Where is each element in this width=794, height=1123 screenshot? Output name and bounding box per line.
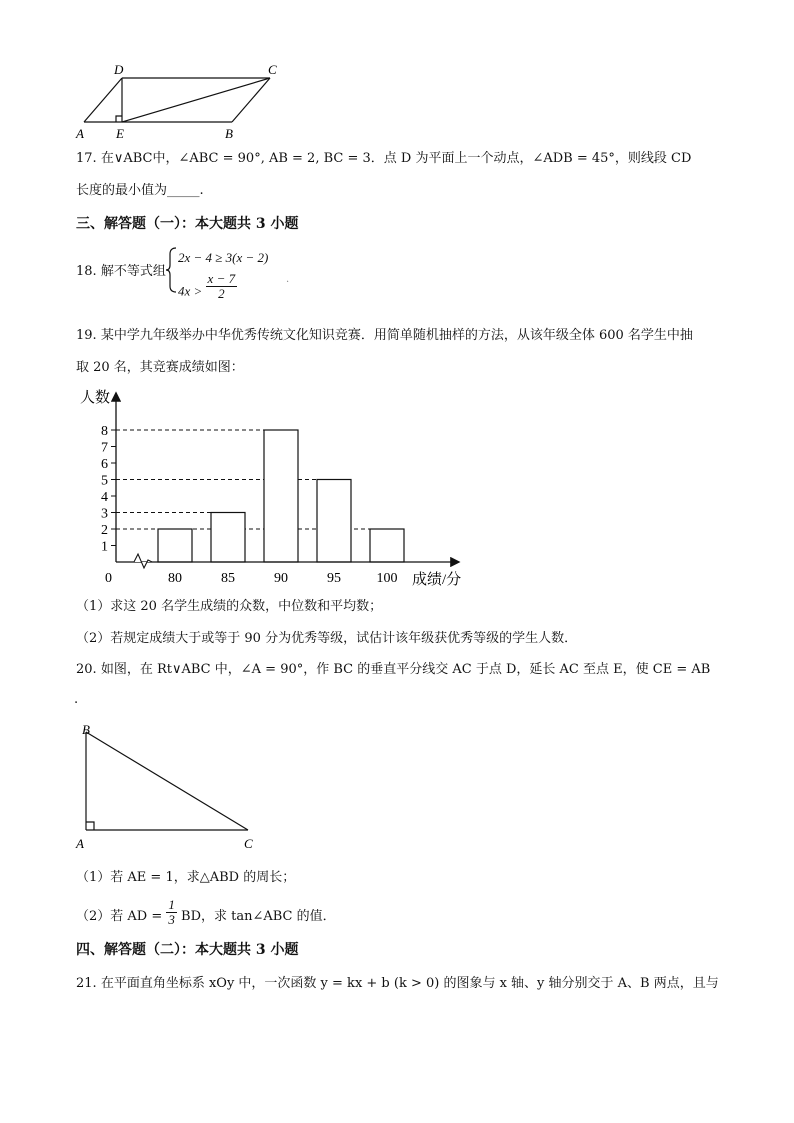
q20-sub1: （1）若 AE = 1，求△ABD 的周长； [76,870,296,885]
y-tick-label: 6 [101,457,108,472]
q18-ineq2-left: 4x > [178,283,203,299]
q18-brace [164,246,178,294]
q21-line1 [76,974,719,994]
q18-trailing-dot: . [286,274,290,285]
section-3-heading: 三、解答题（一）：本大题共 3 小题 [76,216,299,232]
q21-text-line1: 在平面直角坐标系 xOy 中，一次函数 y = kx + b (k > 0) 的图象与 x 轴、y 轴分别交于 A、B 两点，且与 [100,976,719,991]
q18-prompt: 解不等式组 [100,264,166,279]
origin-label: 0 [105,571,112,586]
q20-sub2-prefix: （2）若 AD = [76,909,163,924]
right-angle-mark-A [86,822,94,830]
x-tick-label: 100 [376,571,398,586]
q20-line1 [76,660,710,680]
segment-EC [122,78,270,122]
q19-number: 19. [76,328,97,343]
q18-fraction [206,272,238,301]
q19-line1 [76,326,693,346]
label-E: E [116,126,124,141]
q19-text-line1: 某中学九年级举办中华优秀传统文化知识竞赛．用简单随机抽样的方法，从该年级全体 600 名学生中抽 [100,328,693,343]
q20-frac-den: 3 [168,912,175,927]
x-tick-label: 85 [221,571,235,586]
q19-sub1: （1）求这 20 名学生成绩的众数，中位数和平均数； [76,599,383,614]
q18-number: 18. [76,264,97,279]
q21-number: 21. [76,976,97,991]
x-axis-label: 成绩/分 [412,572,462,588]
triangle-figure [70,718,270,854]
label-D: D [114,62,124,77]
q18-inequality-1: 2x − 4 ≥ 3(x − 2) [178,250,269,265]
q18-inequality-2 [178,271,237,307]
q17-number: 17. [76,151,97,166]
y-tick-label: 7 [101,440,108,456]
q20-sub2-suffix: BD，求 tan∠ABC 的值． [181,909,336,924]
bar-85 [211,513,245,563]
label-A: A [76,126,84,141]
label-B: B [225,126,233,141]
bar-100 [370,529,404,562]
score-histogram [70,382,480,592]
label-C: C [268,62,277,77]
q20-sub2 [76,897,336,931]
q18-prompt-line [76,262,166,282]
segment-BC [86,732,248,830]
y-tick-label: 5 [101,473,108,489]
x-tick-label: 90 [274,571,288,586]
section-4-heading: 四、解答题（二）：本大题共 3 小题 [76,942,299,958]
x-tick-label: 80 [168,571,182,586]
q20-line2: . [74,692,79,707]
q18-frac-den: 2 [218,286,225,301]
q17-line2: 长度的最小值为_____. [76,183,204,198]
q17-text-line1: 在∨ABC中，∠ABC = 90°, AB = 2, BC = 3．点 D 为平面上一个动点，∠ADB = 45°，则线段 CD [100,151,692,166]
q20-frac-num: 1 [168,897,175,912]
q20-sub2-fraction [166,898,177,927]
right-angle-mark [116,116,122,122]
y-tick-label: 2 [101,523,108,538]
y-tick-label: 3 [101,506,108,522]
q20-number: 20. [76,662,97,677]
q19-sub2: （2）若规定成绩大于或等于 90 分为优秀等级，试估计该年级获优秀等级的学生人数． [76,631,578,646]
axis-break-symbol [128,554,152,568]
q17-line1 [76,149,691,169]
y-tick-label: 1 [101,539,108,555]
y-tick-label: 4 [101,490,108,505]
parallelogram-figure [70,60,290,145]
q19-line2: 取 20 名，其竞赛成绩如图： [76,360,244,375]
y-axis-label: 人数 [80,390,111,406]
label-C: C [244,836,253,851]
label-A: A [76,836,84,851]
x-tick-label: 95 [327,571,341,586]
y-tick-label: 8 [101,424,108,439]
bar-90 [264,430,298,562]
label-B: B [82,722,90,737]
q18-frac-num: x − 7 [207,271,236,286]
q20-text-line1: 如图，在 Rt∨ABC 中，∠A = 90°，作 BC 的垂直平分线交 AC 于点 D，延长 AC 至点 E，使 CE = AB [100,662,711,677]
segment-BC [232,78,270,122]
bar-95 [317,480,351,563]
bar-80 [158,529,192,562]
